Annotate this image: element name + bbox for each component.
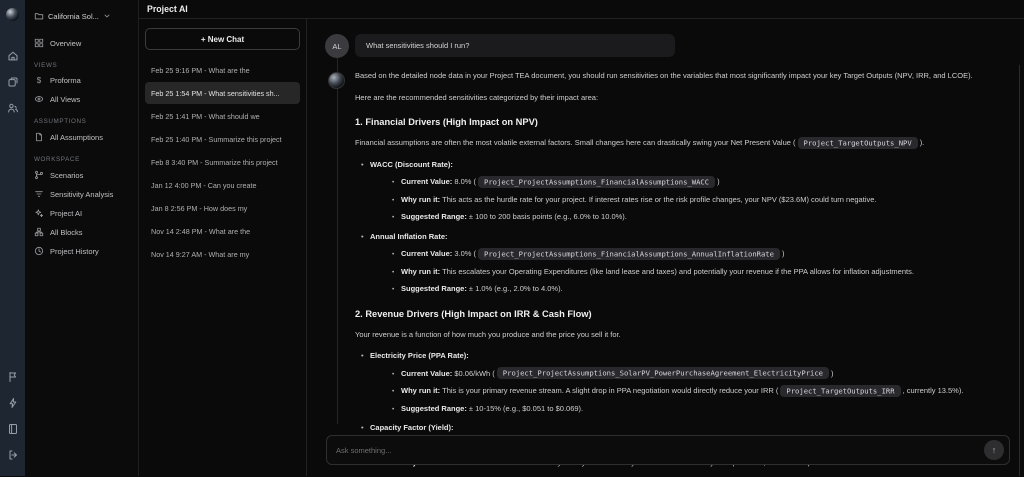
docs-icon[interactable] [7, 423, 19, 435]
blocks-icon [34, 227, 44, 237]
flag-icon[interactable] [7, 371, 19, 383]
section-heading: 2. Revenue Drivers (High Impact on IRR & Cash Flow) [355, 308, 592, 319]
detail-row: • Why run it: This escalates your Operating Expenditures (like land lease and taxes) and potentially your revenue if the PPA allows for inflation adjustments. [392, 267, 1012, 278]
sparkles-icon [34, 208, 44, 218]
sidebar-item-all-assumptions[interactable] [31, 128, 132, 146]
user-message-bubble: What sensitivities should I run? [355, 34, 675, 57]
node-reference-chip[interactable]: Project_ProjectAssumptions_FinancialAssumptions_WACC [478, 176, 715, 188]
sidebar-item-label: All Assumptions [50, 132, 103, 142]
detail-row: • Current Value: 8.0% ( Project_ProjectAssumptions_FinancialAssumptions_WACC ) [392, 177, 1012, 188]
zap-icon[interactable] [7, 397, 19, 409]
branch-icon [34, 170, 44, 180]
sidebar-item-all-blocks[interactable] [31, 223, 132, 241]
assistant-intro-2: Here are the recommended sensitivities categorized by their impact area: [355, 92, 599, 102]
sidebar-item-label: All Views [50, 94, 81, 104]
user-message [325, 34, 1012, 58]
team-icon[interactable] [7, 102, 19, 114]
chat-history-item[interactable]: Nov 14 2:48 PM - What are the [151, 226, 251, 236]
send-button[interactable]: ↑ [984, 440, 1004, 460]
sidebar-item-overview[interactable] [31, 34, 132, 52]
eye-icon [34, 94, 44, 104]
conversation-scrollbar[interactable] [1019, 65, 1020, 476]
page-header [139, 0, 1024, 19]
file-icon [34, 132, 44, 142]
chat-history-item[interactable]: Feb 25 9:16 PM - What are the [151, 65, 250, 75]
chat-history-item[interactable]: Feb 8 3:40 PM - Summarize this project [151, 157, 278, 167]
filter-icon [34, 189, 44, 199]
message-list [325, 34, 1012, 433]
message-composer [326, 435, 1010, 465]
detail-row: • Current Value: 3.0% ( Project_ProjectAssumptions_FinancialAssumptions_AnnualInflationRate ) [392, 249, 1012, 260]
project-selector-label: California Sol... [48, 11, 99, 21]
sidebar-section-assumptions: ASSUMPTIONS [34, 118, 87, 125]
chat-history-item[interactable]: Feb 25 1:40 PM - Summarize this project [151, 134, 282, 144]
assistant-message-content [355, 71, 1012, 477]
sidebar-item-label: Proforma [50, 76, 81, 85]
sensitivity-item: • Electricity Price (PPA Rate): • Current Value: $0.06/kWh ( Project_ProjectAssumptions_SolarPV_PowerPurchaseAgreement_ElectricityPrice ) • Why run it: This is your primary revenue stream. A slight drop in PPA negotiation would directly reduce your IRR ( Project_TargetOutputs_IRR , currently 13.5%). • Suggested Range: ± 10-15% (e.g., $0.051 to $0.069). [361, 351, 1012, 414]
chat-history-item-selected[interactable]: Feb 25 1:54 PM - What sensitivities sh... [145, 82, 300, 104]
new-chat-button[interactable]: + New Chat [145, 28, 300, 50]
detail-row: • Why run it: This is your primary revenue stream. A slight drop in PPA negotiation would directly reduce your IRR ( Project_TargetOutputs_IRR , currently 13.5%). [392, 386, 1012, 397]
home-icon[interactable] [7, 50, 19, 62]
sidebar-item-project-ai[interactable] [31, 204, 132, 222]
conversation-pane [307, 19, 1024, 476]
app-logo[interactable] [6, 8, 19, 21]
projects-icon[interactable] [7, 76, 19, 88]
assistant-avatar-icon [328, 72, 345, 89]
sidebar-section-workspace: WORKSPACE [34, 156, 80, 163]
sensitivity-item: • WACC (Discount Rate): • Current Value: 8.0% ( Project_ProjectAssumptions_FinancialAssumptions_WACC ) • Why run it: This acts as the hurdle rate for your project. If interest rates rise or the risk profile changes, your NPV ($23.6M) could turn negative. • Suggested Range: ± 100 to 200 basis points (e.g., 6.0% to 10.0%). [361, 160, 1012, 223]
sidebar-item-label: Sensitivity Analysis [50, 189, 114, 199]
section-heading: 1. Financial Drivers (High Impact on NPV) [355, 117, 538, 127]
detail-row: • Suggested Range: ± 100 to 200 basis points (e.g., 6.0% to 10.0%). [392, 212, 1012, 223]
node-reference-chip[interactable]: Project_TargetOutputs_IRR [780, 385, 900, 397]
assistant-intro: Based on the detailed node data in your Project TEA document, you should run sensitivities on the variables that most significantly impact your key Target Outputs (NPV, IRR, and LCOE). [355, 71, 973, 80]
chevron-down-icon [103, 12, 111, 20]
chat-history-panel [139, 19, 307, 476]
section-description: Financial assumptions are often the most volatile external factors. Small changes here can drastically swing your Net Present Value ( Project_TargetOutputs_NPV ). [355, 138, 925, 148]
project-sidebar [25, 0, 139, 476]
node-reference-chip[interactable]: Project_TargetOutputs_NPV [798, 137, 918, 149]
sidebar-item-label: Project AI [50, 208, 83, 218]
logout-icon[interactable] [7, 449, 19, 461]
sidebar-item-project-history[interactable] [31, 242, 132, 260]
app-icon-rail [0, 0, 25, 476]
detail-row: • Current Value: $0.06/kWh ( Project_ProjectAssumptions_SolarPV_PowerPurchaseAgreement_ElectricityPrice ) [392, 369, 1012, 380]
sidebar-item-label: All Blocks [50, 227, 83, 237]
chat-history-item[interactable]: Nov 14 9:27 AM - What are my [151, 249, 250, 259]
sidebar-item-scenarios[interactable] [31, 166, 132, 184]
chat-history-item[interactable]: Jan 8 2:56 PM - How does my [151, 203, 248, 213]
sidebar-item-label: Project History [50, 246, 99, 256]
detail-row: • Suggested Range: ± 1.0% (e.g., 2.0% to 4.0%). [392, 284, 1012, 295]
sidebar-item-sensitivity-analysis[interactable] [31, 185, 132, 203]
node-reference-chip[interactable]: Project_ProjectAssumptions_FinancialAssumptions_AnnualInflationRate [478, 248, 780, 260]
folder-icon [34, 11, 44, 21]
sidebar-section-views: VIEWS [34, 62, 58, 69]
sensitivity-item: • Annual Inflation Rate: • Current Value: 3.0% ( Project_ProjectAssumptions_FinancialAssumptions_AnnualInflationRate ) • Why run it: This escalates your Operating Expenditures (like land lease and taxes) and potentially your revenue if the PPA allows for inflation adjustments. • Suggested Range: ± 1.0% (e.g., 2.0% to 4.0%). [361, 232, 1012, 295]
sidebar-item-proforma[interactable] [31, 72, 132, 89]
project-selector[interactable] [31, 9, 132, 21]
detail-row: • Why run it: This acts as the hurdle rate for your project. If interest rates rise or the risk profile changes, your NPV ($23.6M) could turn negative. [392, 195, 1012, 206]
section-description: Your revenue is a function of how much you produce and the price you sell it for. [355, 329, 621, 339]
sidebar-item-all-views[interactable] [31, 90, 132, 108]
chat-input[interactable] [336, 446, 984, 455]
user-avatar: AL [325, 34, 349, 58]
detail-row: • Suggested Range: ± 10-15% (e.g., $0.051 to $0.069). [392, 404, 1012, 415]
chat-history-item[interactable]: Jan 12 4:00 PM - Can you create [151, 180, 257, 190]
sidebar-item-label: Scenarios [50, 170, 84, 180]
sensitivity-item: • Capacity Factor (Yield): • • [361, 423, 1012, 469]
node-reference-chip[interactable]: Project_ProjectAssumptions_SolarPV_PowerPurchaseAgreement_ElectricityPrice [497, 367, 829, 379]
chat-history-item[interactable]: Feb 25 1:41 PM - What should we [151, 111, 260, 121]
clock-icon [34, 246, 44, 256]
dollar-icon: $ [36, 76, 42, 85]
assistant-message [325, 71, 1012, 477]
grid-icon [34, 38, 44, 48]
page-title: Project AI [147, 4, 188, 14]
sidebar-item-label: Overview [50, 38, 82, 48]
